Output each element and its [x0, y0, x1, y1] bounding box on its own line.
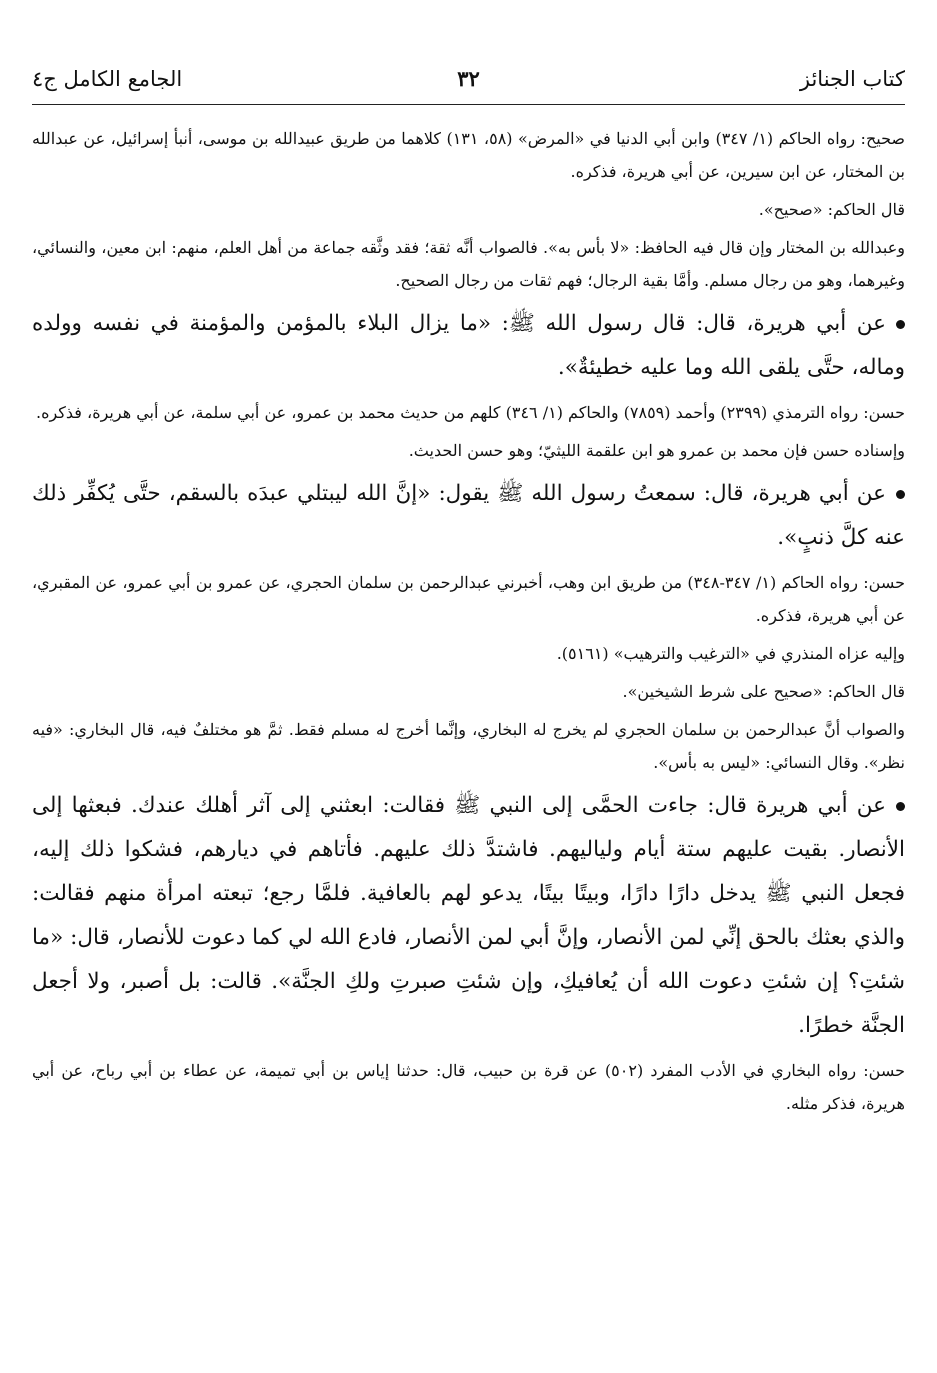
hadith-paragraph: [32, 472, 905, 560]
commentary-paragraph: وإسناده حسن فإن محمد بن عمرو هو ابن علقمة الليثيّ؛ وهو حسن الحديث.: [408, 441, 905, 460]
page-number: ٣٢: [457, 66, 480, 91]
hadith-text: عن أبي هريرة قال: جاءت الحمَّى إلى النبي ﷺ فقالت: ابعثني إلى آثر أهلك عندك. فبعثها إلى الأنصار. بقيت عليهم ستة أيام ولياليهم. فاشتدَّ ذلك عليهم. فأتاهم في ديارهم، فشكوا ذلك إليه، فجعل النبي ﷺ يدخل دارًا دارًا، وبيتًا بيتًا، يدعو لهم بالعافية. فلمَّا رجع؛ تبعته امرأة منهم فقالت: والذي بعثك بالحق إنِّي لمن الأنصار، وإنَّ أبي لمن الأنصار، فادع الله لي كما دعوت للأنصار، قال: «ما شئتِ؟ إن شئتِ دعوت الله أن يُعافيكِ، وإن شئتِ صبرتِ ولكِ الجنَّة». قالت: بل أصبر، ولا أجعل الجنَّة خطرًا.: [32, 793, 905, 1038]
commentary-paragraph: حسن: رواه البخاري في الأدب المفرد (٥٠٢) عن قرة بن حبيب، قال: حدثنا إياس بن أبي تميمة، عن عطاء بن أبي رباح، عن أبي هريرة، فذكر مثله.: [32, 1061, 906, 1113]
commentary-paragraph: قال الحاكم: «صحيح على شرط الشيخين».: [622, 682, 905, 701]
volume-title: الجامع الكامل ج٤: [32, 67, 183, 91]
bullet-icon: [896, 802, 905, 811]
page-header: [32, 64, 905, 108]
commentary-paragraph: حسن: رواه الحاكم (١/ ٣٤٧-٣٤٨) من طريق ابن وهب، أخبرني عبدالرحمن بن سلمان الحجري، عن عمرو بن أبي عمرو، عن المقبري، عن أبي هريرة، فذكره.: [32, 573, 906, 625]
hadith-text: عن أبي هريرة، قال: سمعتُ رسول الله ﷺ يقول: «إنَّ الله ليبتلي عبدَه بالسقم، حتَّى يُكفِّر ذلك عنه كلَّ ذنبٍ».: [32, 481, 905, 550]
bullet-icon: [896, 490, 905, 499]
book-title: كتاب الجنائز: [799, 67, 905, 91]
hadith-paragraph: [32, 302, 905, 390]
commentary-paragraph: قال الحاكم: «صحيح».: [758, 200, 905, 219]
commentary-paragraph: والصواب أنَّ عبدالرحمن بن سلمان الحجري لم يخرج له البخاري، وإنَّما أخرج له مسلم فقط. ثمَّ هو مختلفٌ فيه، قال البخاري: «فيه نظر». وقال النسائي: «ليس به بأس».: [32, 720, 905, 772]
header-divider: [32, 104, 905, 105]
page-body: [32, 122, 905, 1125]
hadith-text: عن أبي هريرة، قال: قال رسول الله ﷺ: «ما يزال البلاء بالمؤمن والمؤمنة في نفسه وولده وماله، حتَّى يلقى الله وما عليه خطيئةٌ».: [32, 311, 905, 380]
hadith-paragraph: [32, 784, 905, 1048]
commentary-paragraph: صحيح: رواه الحاكم (١/ ٣٤٧) وابن أبي الدنيا في «المرض» (٥٨، ١٣١) كلاهما من طريق عبيدالله بن موسى، أنبأ إسرائيل، عن عبدالله بن المختار، عن ابن سيرين، عن أبي هريرة، فذكره.: [32, 129, 906, 181]
commentary-paragraph: وإليه عزاه المنذري في «الترغيب والترهيب» (٥١٦١).: [556, 644, 905, 663]
commentary-paragraph: حسن: رواه الترمذي (٢٣٩٩) وأحمد (٧٨٥٩) والحاكم (١/ ٣٤٦) كلهم من حديث محمد بن عمرو، عن أبي سلمة، عن أبي هريرة، فذكره.: [35, 403, 905, 422]
bullet-icon: [896, 320, 905, 329]
commentary-paragraph: وعبدالله بن المختار وإن قال فيه الحافظ: «لا بأس به». فالصواب أنَّه ثقة؛ فقد وثَّقه جماعة من أهل العلم، منهم: ابن معين، والنسائي، وغيرهما، وهو من رجال مسلم. وأمَّا بقية الرجال؛ فهم ثقات من رجال الصحيح.: [32, 238, 905, 290]
